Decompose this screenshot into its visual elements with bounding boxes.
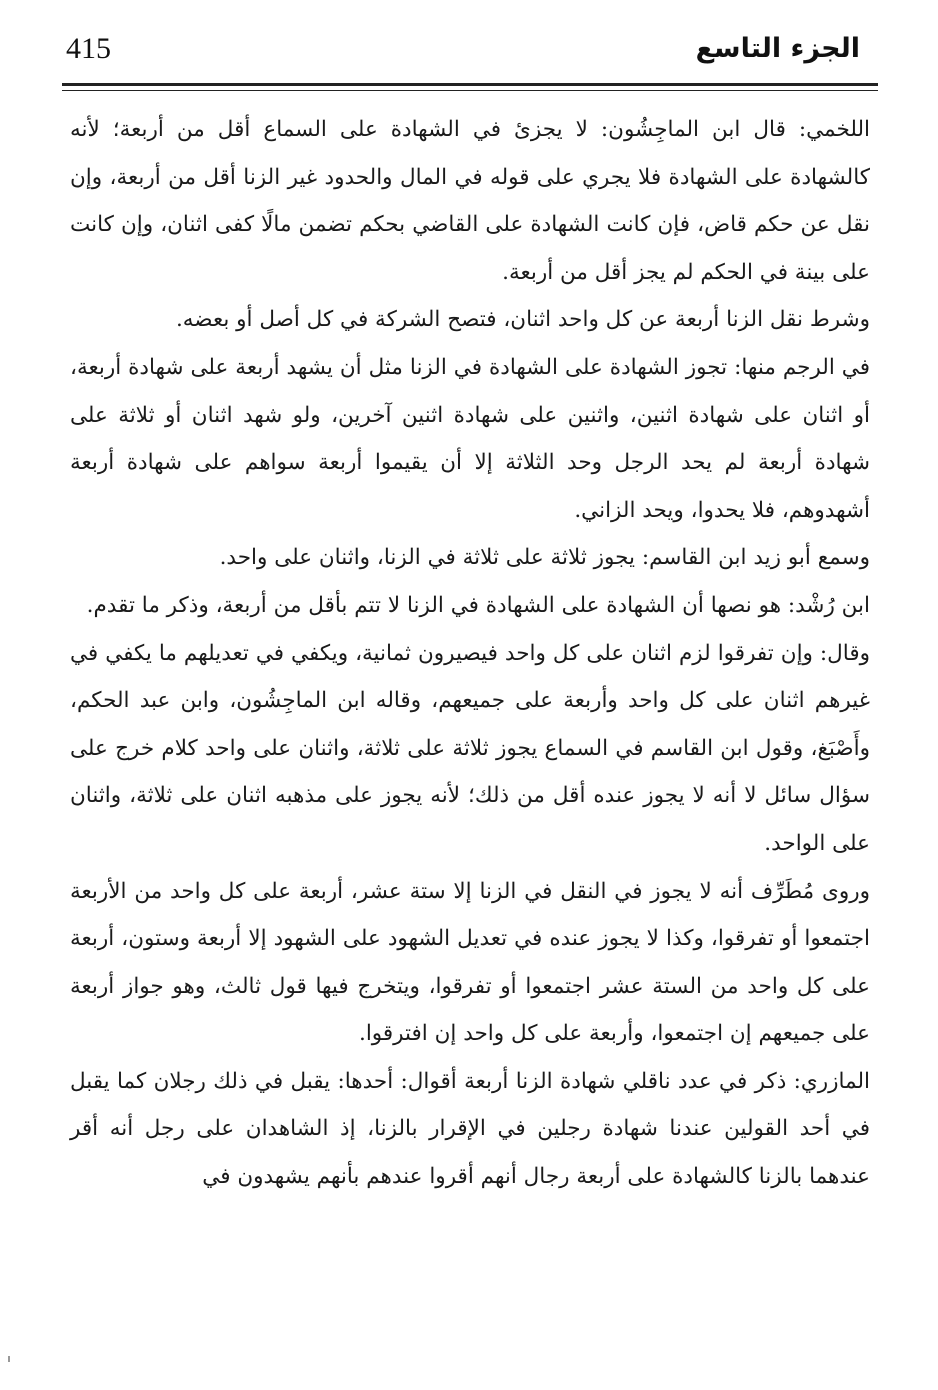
paragraph: ابن رُشْد: هو نصها أن الشهادة على الشهادة في الزنا لا تتم بأقل من أربعة، وذكر ما تقدم. [86, 592, 870, 618]
paragraph: وشرط نقل الزنا أربعة عن كل واحد اثنان، فتصح الشركة في كل أصل أو بعضه. [175, 307, 870, 333]
body-text [70, 106, 870, 1201]
margin-mark [8, 1356, 10, 1362]
running-title: الجزء التاسع [695, 33, 860, 64]
paragraph: وسمع أبو زيد ابن القاسم: يجوز ثلاثة على ثلاثة في الزنا، واثنان على واحد. [219, 545, 870, 571]
paragraph: في الرجم منها: تجوز الشهادة على الشهادة في الزنا مثل أن يشهد أربعة على شهادة أربعة، أو اثنان على شهادة اثنين، واثنين على شهادة اثنين آخرين، ولو شهد اثنان أو ثلاثة على شهادة أربعة لم يحد الرجل وحد الثلاثة إلا أن يقيموا أربعة سواهم على شهادة أربعة أشهدوهم، فلا يحدوا، ويحد الزاني. [70, 354, 870, 523]
paragraph: وقال: وإن تفرقوا لزم اثنان على كل واحد فيصيرون ثمانية، ويكفي في تعديلهم ما يكفي في غيرهم اثنان على كل واحد وأربعة على جميعهم، وقاله ابن الماجِشُون، وابن عبد الحكم، وأَصْبَغ، وقول ابن القاسم في السماع يجوز ثلاثة على ثلاثة، واثنان على واحد كلام خرج على سؤال سائل لا أنه لا يجوز عنده أقل من ذلك؛ لأنه يجوز على مذهبه اثنان على ثلاثة، واثنان على الواحد. [70, 640, 870, 856]
paragraph: اللخمي: قال ابن الماجِشُون: لا يجزئ في الشهادة على السماع أقل من أربعة؛ لأنه كالشهادة على الشهادة فلا يجري على قوله في المال والحدود غير الزنا أقل من أربعة، وإن نقل عن حكم قاض، فإن كانت الشهادة على القاضي بحكم تضمن مالًا كفى اثنان، وإن كانت على بينة في الحكم لم يجز أقل من أربعة. [70, 117, 870, 285]
header-rule-thick [62, 83, 878, 86]
page-number: 415 [66, 32, 111, 65]
header-rule-thin [62, 90, 878, 91]
paragraph: وروى مُطَرِّف أنه لا يجوز في النقل في الزنا إلا ستة عشر، أربعة على كل واحد من الأربعة اجتمعوا أو تفرقوا، وكذا لا يجوز عنده في تعديل الشهود على الشهود إلا أربعة وستون، أربعة على كل واحد من الستة عشر اجتمعوا أو تفرقوا، ويتخرج فيها قول ثالث، وهو جواز أربعة على جميعهم إن اجتمعوا، وأربعة على كل واحد إن افترقوا. [70, 878, 870, 1047]
paragraph: المازري: ذكر في عدد ناقلي شهادة الزنا أربعة أقوال: أحدها: يقبل في ذلك رجلان كما يقبل في أحد القولين عندنا شهادة رجلين في الإقرار بالزنا، إذ الشاهدان على رجل أنه أقر عندهما بالزنا كالشهادة على أربعة رجال أنهم أقروا عندهم بأنهم يشهدون في [70, 1068, 870, 1190]
